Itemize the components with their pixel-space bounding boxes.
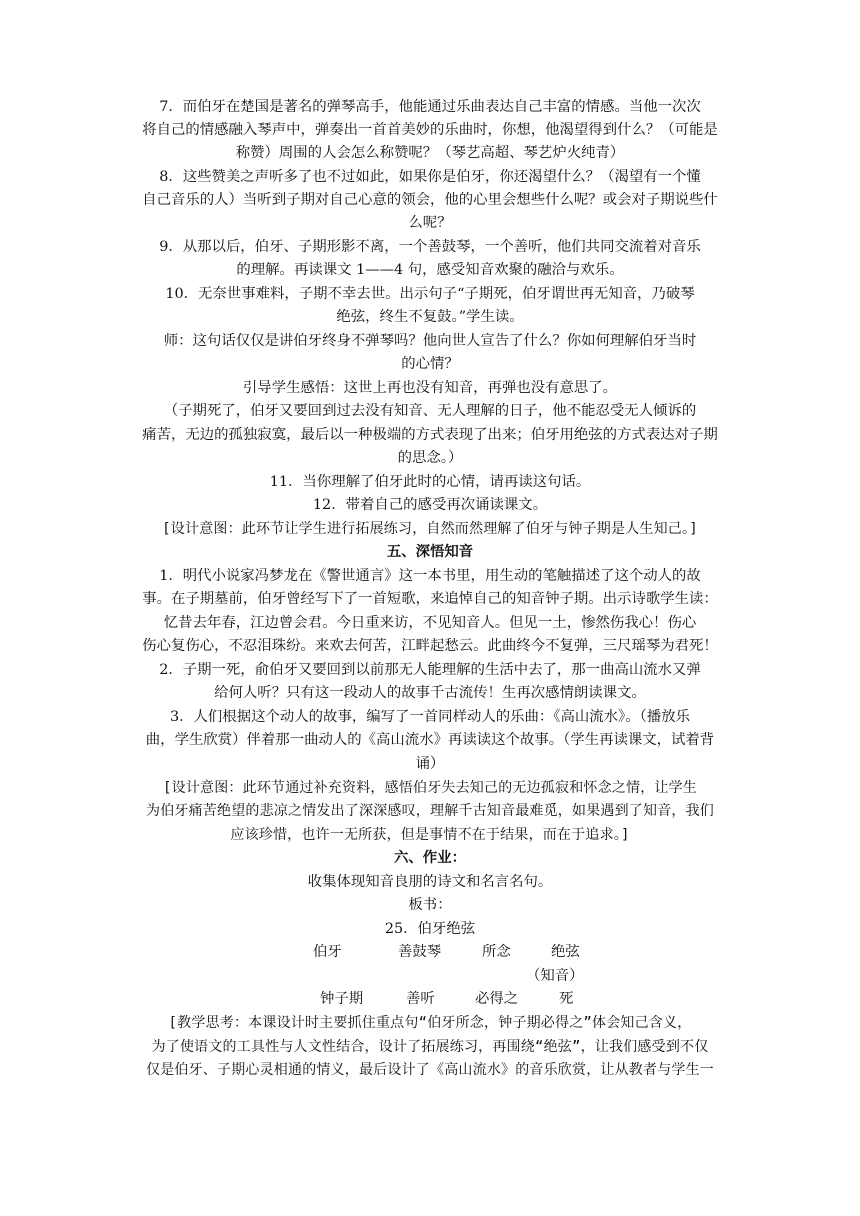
text-line: 收集体现知音良朋的诗文和名言名句。 bbox=[307, 874, 553, 890]
board-item: 钟子期 bbox=[320, 991, 364, 1007]
text-line: 11．当你理解了伯牙此时的心情，请再读这句话。 bbox=[269, 474, 591, 490]
text-line: （子期死了，伯牙又要回到过去没有知音、无人理解的日子，他不能忍受无人倾诉的 bbox=[163, 403, 697, 419]
board-title: 25．伯牙绝弦 bbox=[384, 921, 476, 937]
text-line: 的心情？ bbox=[401, 356, 459, 372]
text-line: 9．从那以后，伯牙、子期形影不离，一个善鼓琴，一个善听，他们共同交流着对音乐 bbox=[159, 239, 701, 255]
board-item: 绝弦 bbox=[551, 944, 580, 960]
text-line: 自己音乐的人）当听到子期对自己心意的领会，他的心里会想些什么呢？或会对子期说些什 bbox=[142, 192, 718, 208]
design-intent-note: 应该珍惜，也许一无所获，但是事情不在于结果，而在于追求。] bbox=[230, 827, 630, 843]
design-intent-note: [设计意图：此环节通过补充资料，感悟伯牙失去知己的无边孤寂和怀念之情，让学生 bbox=[162, 780, 698, 796]
text-line: 3．人们根据这个动人的故事，编写了一首同样动人的乐曲：《高山流水》。（播放乐 bbox=[169, 709, 690, 725]
text-line: 将自己的情感融入琴声中，弹奏出一首首美妙的乐曲时，你想，他渴望得到什么？（可能是 bbox=[142, 122, 718, 138]
board-item: 善听 bbox=[406, 991, 435, 1007]
text-line: 曲，学生欣赏）伴着那一曲动人的《高山流水》再读读这个故事。（学生再读课文，试着背 bbox=[145, 732, 715, 748]
section-heading: 六、作业： bbox=[394, 850, 466, 866]
text-line: 1．明代小说家冯梦龙在《警世通言》这一本书里，用生动的笔触描述了这个动人的故 bbox=[159, 568, 701, 584]
text-line: 么呢？ bbox=[408, 215, 452, 231]
text-line: 10．无奈世事难料，子期不幸去世。出示句子“子期死，伯牙谓世再无知音，乃破琴 bbox=[165, 286, 695, 302]
section-heading: 五、深悟知音 bbox=[386, 544, 474, 560]
board-label: 板书： bbox=[408, 897, 452, 913]
teaching-reflection: 为了使语文的工具性与人文性结合，设计了拓展练习，再围绕“绝弦”，让我们感受到不仅 bbox=[151, 1039, 709, 1055]
text-line: 8．这些赞美之声听多了也不过如此，如果你是伯牙，你还渴望什么？（渴望有一个懂 bbox=[159, 169, 701, 185]
text-line: 引导学生感悟：这世上再也没有知音，再弹也没有意思了。 bbox=[242, 380, 618, 396]
text-line: 2．子期一死，俞伯牙又要回到以前那无人能理解的生活中去了，那一曲高山流水又弹 bbox=[159, 662, 701, 678]
board-item: 必得之 bbox=[475, 991, 519, 1007]
text-line: 绝弦，终生不复鼓。”学生读。 bbox=[336, 309, 524, 325]
text-line: 的思念。） bbox=[397, 450, 463, 466]
text-line: 痛苦，无边的孤独寂寞，最后以一种极端的方式表现了出来；伯牙用绝弦的方式表达对子期 bbox=[142, 427, 718, 443]
text-line: 诵） bbox=[415, 756, 445, 772]
text-line: 师：这句话仅仅是讲伯牙终身不弹琴吗？他向世人宣告了什么？你如何理解伯牙当时 bbox=[163, 333, 697, 349]
text-line: 称赞）周围的人会怎么称赞呢？（琴艺高超、琴艺炉火纯青） bbox=[235, 145, 625, 161]
board-item: 所念 bbox=[482, 944, 511, 960]
text-line: 12．带着自己的感受再次诵读课文。 bbox=[312, 497, 548, 513]
teaching-reflection: 仅是伯牙、子期心灵相通的情义，最后设计了《高山流水》的音乐欣赏，让从教者与学生一 bbox=[146, 1062, 714, 1078]
design-intent-note: 为伯牙痛苦绝望的悲凉之情发出了深深感叹，理解千古知音最难觅，如果遇到了知音，我们 bbox=[146, 803, 714, 819]
poem-line: 忆昔去年春，江边曾会君。今日重来访，不见知音人。但见一土，惨然伤我心！伤心 bbox=[163, 615, 697, 631]
board-note: （知音） bbox=[526, 968, 584, 984]
text-line: 事。在子期墓前，伯牙曾经写下了一首短歌，来追悼自己的知音钟子期。出示诗歌学生读： bbox=[142, 591, 718, 607]
board-item: 善鼓琴 bbox=[398, 944, 442, 960]
text-line: 的理解。再读课文 1——4 句，感受知音欢聚的融洽与欢乐。 bbox=[236, 262, 624, 278]
board-item: 死 bbox=[559, 991, 574, 1007]
board-item: 伯牙 bbox=[313, 944, 342, 960]
design-intent-note: [设计意图：此环节让学生进行拓展练习，自然而然理解了伯牙与钟子期是人生知己。] bbox=[162, 521, 698, 537]
text-line: 给何人听？只有这一段动人的故事千古流传！生再次感情朗读课文。 bbox=[214, 685, 646, 701]
teaching-reflection: [教学思考：本课设计时主要抓住重点句“伯牙所念，钟子期必得之”体会知己含义， bbox=[168, 1015, 692, 1031]
text-line: 7．而伯牙在楚国是著名的弹琴高手，他能通过乐曲表达自己丰富的情感。当他一次次 bbox=[159, 99, 701, 115]
poem-line: 伤心复伤心，不忍泪珠纷。来欢去何苦，江畔起愁云。此曲终今不复弹，三尺瑶琴为君死！ bbox=[142, 638, 718, 654]
